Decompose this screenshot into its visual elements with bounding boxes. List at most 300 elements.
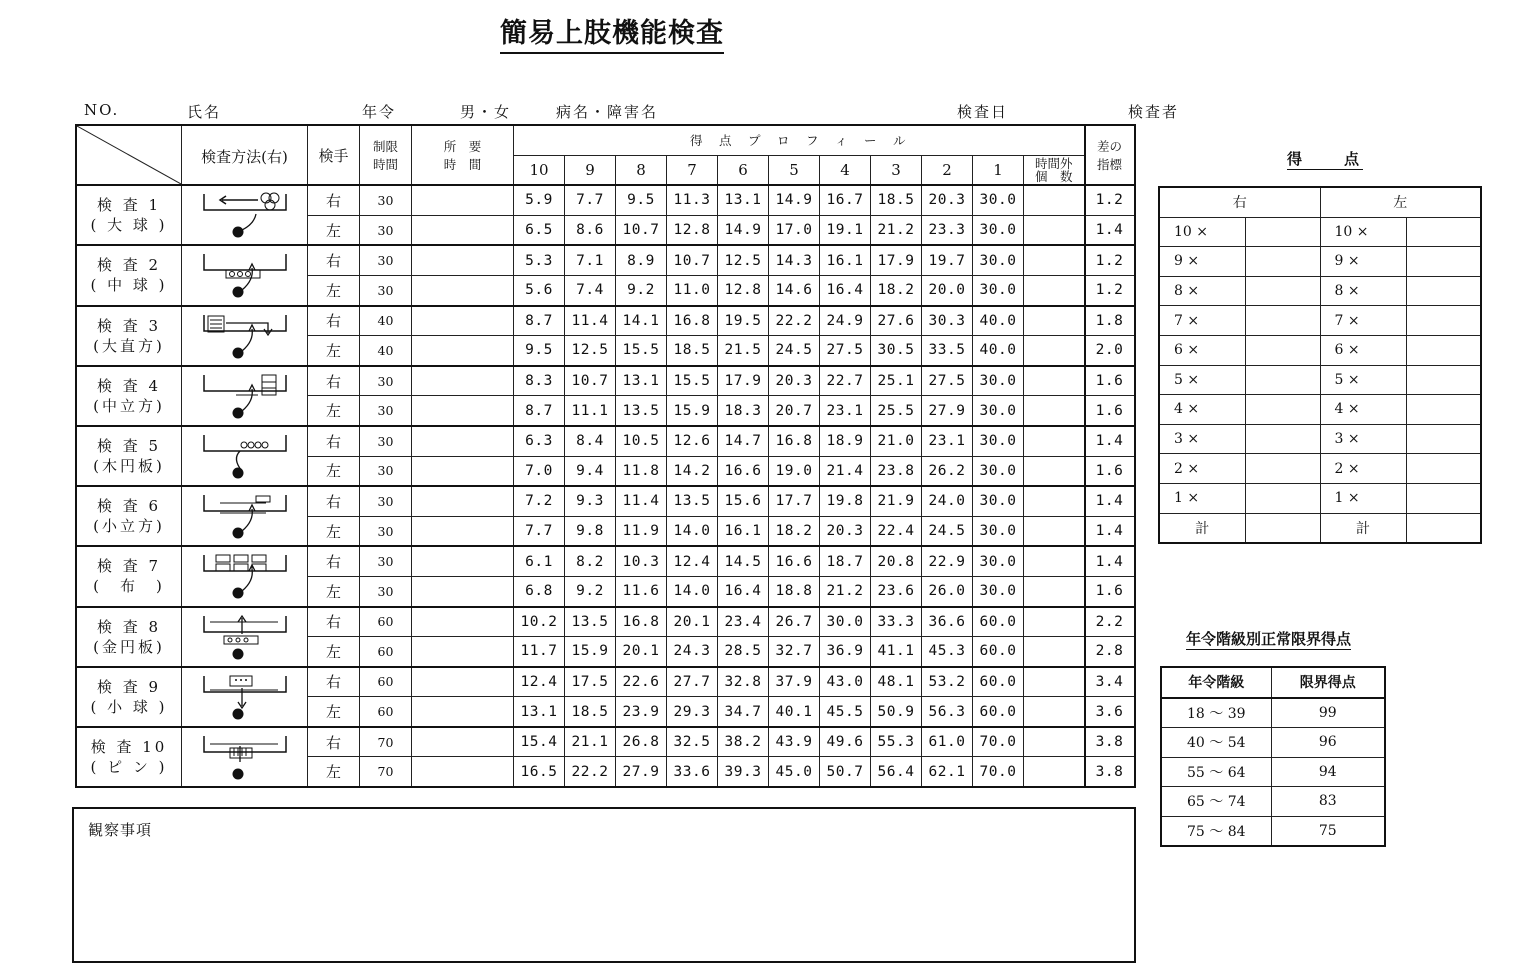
age-row — [1161, 787, 1385, 817]
score-threshold-cell: 30.0 — [973, 486, 1024, 516]
score-threshold-cell: 6.3 — [514, 426, 565, 456]
test-name-line1: 検 査 2 — [96, 256, 162, 275]
limit-cell: 30 — [360, 275, 412, 305]
overtime-count-input[interactable] — [1024, 607, 1085, 637]
score-threshold-cell: 39.3 — [718, 757, 769, 787]
overtime-count-input[interactable] — [1024, 727, 1085, 757]
score-input-left[interactable] — [1406, 424, 1481, 454]
score-threshold-cell: 20.3 — [820, 516, 871, 546]
score-threshold-cell: 14.0 — [667, 516, 718, 546]
required-time-input[interactable] — [412, 426, 514, 456]
required-header-line2: 時 間 — [443, 157, 482, 173]
score-threshold-cell: 12.6 — [667, 426, 718, 456]
diagnosis-label: 病名・障害名 — [556, 103, 659, 121]
limit-cell: 70 — [360, 757, 412, 787]
score-threshold-cell: 14.3 — [769, 245, 820, 275]
score-threshold-cell: 45.5 — [820, 697, 871, 727]
required-time-input[interactable] — [412, 456, 514, 486]
required-time-input[interactable] — [412, 486, 514, 516]
limit-score-cell: 83 — [1271, 787, 1385, 817]
score-threshold-cell: 48.1 — [871, 667, 922, 697]
score-threshold-cell: 36.9 — [820, 637, 871, 667]
required-time-input[interactable] — [412, 245, 514, 275]
required-time-input[interactable] — [412, 396, 514, 426]
score-threshold-cell: 12.8 — [667, 215, 718, 245]
score-threshold-cell: 19.1 — [820, 215, 871, 245]
score-tally-table — [1158, 186, 1482, 544]
score-threshold-cell: 8.9 — [616, 245, 667, 275]
score-multiplier-right: 4 × — [1159, 395, 1245, 425]
score-threshold-cell: 7.2 — [514, 486, 565, 516]
score-threshold-cell: 29.3 — [667, 697, 718, 727]
overtime-count-input[interactable] — [1024, 185, 1085, 215]
hand-cell: 左 — [308, 215, 360, 245]
limit-cell: 30 — [360, 396, 412, 426]
score-tally-row — [1159, 483, 1481, 513]
score-multiplier-left: 4 × — [1320, 395, 1406, 425]
overtime-header-line1: 時間外 — [1034, 155, 1073, 171]
hand-cell: 右 — [308, 426, 360, 456]
overtime-count-input[interactable] — [1024, 366, 1085, 396]
score-threshold-cell: 60.0 — [973, 607, 1024, 637]
score-input-right[interactable] — [1245, 247, 1320, 277]
score-threshold-cell: 18.5 — [871, 185, 922, 215]
score-threshold-cell: 7.7 — [565, 185, 616, 215]
score-threshold-cell: 13.1 — [514, 697, 565, 727]
score-tally-row — [1159, 217, 1481, 247]
score-input-right[interactable] — [1245, 395, 1320, 425]
diagonal-line — [77, 126, 181, 184]
score-threshold-cell: 11.3 — [667, 185, 718, 215]
score-tally-row — [1159, 247, 1481, 277]
test-name-line2: ( 布 ) — [93, 577, 165, 596]
overtime-count-input[interactable] — [1024, 697, 1085, 727]
limit-cell: 30 — [360, 546, 412, 576]
score-threshold-cell: 6.8 — [514, 576, 565, 606]
score-threshold-cell: 26.8 — [616, 727, 667, 757]
age-range-cell: 40 ～ 54 — [1161, 728, 1271, 758]
score-input-right[interactable] — [1245, 424, 1320, 454]
score-threshold-cell: 56.4 — [871, 757, 922, 787]
score-threshold-cell: 32.7 — [769, 637, 820, 667]
score-threshold-cell: 53.2 — [922, 667, 973, 697]
score-input-right[interactable] — [1245, 454, 1320, 484]
diff-index-cell: 1.2 — [1085, 275, 1135, 305]
score-threshold-cell: 16.6 — [769, 546, 820, 576]
age-row — [1161, 728, 1385, 758]
observations-label: 観察事項 — [88, 821, 153, 839]
required-header — [412, 125, 514, 185]
score-column-header: 6 — [718, 155, 769, 185]
medium-ball-icon — [182, 245, 308, 305]
diff-index-cell: 1.4 — [1085, 516, 1135, 546]
score-threshold-cell: 24.9 — [820, 306, 871, 336]
required-time-input[interactable] — [412, 546, 514, 576]
diff-index-cell: 1.6 — [1085, 366, 1135, 396]
score-threshold-cell: 14.1 — [616, 306, 667, 336]
score-input-left[interactable] — [1406, 365, 1481, 395]
required-header-line1: 所 要 — [443, 139, 482, 155]
score-threshold-cell: 24.5 — [769, 336, 820, 366]
score-threshold-cell: 33.5 — [922, 336, 973, 366]
required-time-input[interactable] — [412, 516, 514, 546]
test-name — [76, 727, 182, 787]
overtime-count-input[interactable] — [1024, 546, 1085, 576]
score-threshold-cell: 12.5 — [718, 245, 769, 275]
score-input-left[interactable] — [1406, 483, 1481, 513]
score-total-row — [1159, 513, 1481, 543]
score-column-header: 1 — [973, 155, 1024, 185]
overtime-count-input[interactable] — [1024, 486, 1085, 516]
score-threshold-cell: 11.4 — [565, 306, 616, 336]
overtime-count-input[interactable] — [1024, 426, 1085, 456]
score-threshold-cell: 16.4 — [718, 576, 769, 606]
required-time-input[interactable] — [412, 306, 514, 336]
required-time-input[interactable] — [412, 336, 514, 366]
score-threshold-cell: 8.3 — [514, 366, 565, 396]
table-row — [76, 727, 1135, 757]
score-threshold-cell: 26.7 — [769, 607, 820, 637]
score-threshold-cell: 24.3 — [667, 637, 718, 667]
score-input-right[interactable] — [1245, 306, 1320, 336]
hand-cell: 右 — [308, 245, 360, 275]
hand-cell: 左 — [308, 757, 360, 787]
overtime-count-input[interactable] — [1024, 576, 1085, 606]
test-name-line2: ( 中 球 ) — [90, 276, 168, 295]
observations-box — [72, 807, 1136, 963]
limit-score-cell: 99 — [1271, 698, 1385, 728]
required-time-input[interactable] — [412, 727, 514, 757]
limit-cell: 30 — [360, 215, 412, 245]
score-input-right[interactable] — [1245, 217, 1320, 247]
score-threshold-cell: 30.0 — [973, 546, 1024, 576]
hand-cell: 右 — [308, 306, 360, 336]
required-time-input[interactable] — [412, 697, 514, 727]
score-threshold-cell: 16.6 — [718, 456, 769, 486]
score-threshold-cell: 22.9 — [922, 546, 973, 576]
score-threshold-cell: 25.5 — [871, 396, 922, 426]
score-threshold-cell: 19.8 — [820, 486, 871, 516]
diff-index-cell: 3.6 — [1085, 697, 1135, 727]
test-name-line1: 検 査 10 — [90, 737, 168, 756]
score-threshold-cell: 9.2 — [565, 576, 616, 606]
page-title: 簡易上肢機能検査 — [500, 18, 724, 54]
score-threshold-cell: 12.4 — [514, 667, 565, 697]
score-column-header: 4 — [820, 155, 871, 185]
score-column-header: 8 — [616, 155, 667, 185]
limit-cell: 30 — [360, 366, 412, 396]
score-threshold-cell: 20.3 — [769, 366, 820, 396]
diff-index-cell: 1.4 — [1085, 546, 1135, 576]
limit-cell: 30 — [360, 185, 412, 215]
overtime-count-input[interactable] — [1024, 336, 1085, 366]
score-threshold-cell: 16.8 — [616, 607, 667, 637]
diff-index-cell: 2.0 — [1085, 336, 1135, 366]
score-threshold-cell: 17.0 — [769, 215, 820, 245]
score-input-right[interactable] — [1245, 276, 1320, 306]
score-threshold-cell: 14.2 — [667, 456, 718, 486]
limit-header-line2: 時間 — [372, 157, 398, 173]
hand-cell: 右 — [308, 366, 360, 396]
hand-cell: 左 — [308, 275, 360, 305]
hand-cell: 左 — [308, 516, 360, 546]
score-threshold-cell: 19.0 — [769, 456, 820, 486]
score-input-right[interactable] — [1245, 365, 1320, 395]
score-threshold-cell: 8.6 — [565, 215, 616, 245]
limit-cell: 60 — [360, 637, 412, 667]
score-column-header: 10 — [514, 155, 565, 185]
score-threshold-cell: 16.1 — [820, 245, 871, 275]
score-input-right[interactable] — [1245, 335, 1320, 365]
required-time-input[interactable] — [412, 215, 514, 245]
score-threshold-cell: 9.2 — [616, 275, 667, 305]
score-threshold-cell: 16.1 — [718, 516, 769, 546]
hand-cell: 左 — [308, 456, 360, 486]
score-threshold-cell: 45.0 — [769, 757, 820, 787]
test-name — [76, 607, 182, 667]
test-name-line1: 検 査 9 — [96, 677, 162, 696]
age-row — [1161, 816, 1385, 846]
score-multiplier-right: 1 × — [1159, 483, 1245, 513]
test-name — [76, 245, 182, 305]
score-threshold-cell: 27.5 — [820, 336, 871, 366]
score-tally-row — [1159, 365, 1481, 395]
score-threshold-cell: 23.8 — [871, 456, 922, 486]
score-tally-row — [1159, 335, 1481, 365]
overtime-count-input[interactable] — [1024, 757, 1085, 787]
test-name-line2: (小立方) — [93, 517, 165, 536]
name-label: 氏名 — [187, 103, 222, 121]
score-threshold-cell: 25.1 — [871, 366, 922, 396]
limit-cell: 30 — [360, 486, 412, 516]
score-threshold-cell: 40.0 — [973, 306, 1024, 336]
hand-cell: 左 — [308, 336, 360, 366]
test-name-line2: (金円板) — [93, 637, 165, 656]
score-threshold-cell: 10.7 — [616, 215, 667, 245]
large-cuboid-icon — [182, 306, 308, 366]
score-input-left[interactable] — [1406, 395, 1481, 425]
score-multiplier-right: 9 × — [1159, 247, 1245, 277]
score-threshold-cell: 70.0 — [973, 727, 1024, 757]
score-threshold-cell: 16.7 — [820, 185, 871, 215]
score-threshold-cell: 22.2 — [565, 757, 616, 787]
large-ball-icon — [182, 185, 308, 245]
score-threshold-cell: 43.0 — [820, 667, 871, 697]
score-threshold-cell: 7.1 — [565, 245, 616, 275]
score-column-header: 7 — [667, 155, 718, 185]
overtime-count-input[interactable] — [1024, 456, 1085, 486]
score-threshold-cell: 11.1 — [565, 396, 616, 426]
score-threshold-cell: 22.4 — [871, 516, 922, 546]
test-name-line1: 検 査 8 — [96, 617, 162, 636]
score-threshold-cell: 20.1 — [667, 607, 718, 637]
required-time-input[interactable] — [412, 667, 514, 697]
score-threshold-cell: 22.7 — [820, 366, 871, 396]
test-name-line1: 検 査 3 — [96, 316, 162, 335]
score-threshold-cell: 37.9 — [769, 667, 820, 697]
score-threshold-cell: 23.4 — [718, 607, 769, 637]
limit-cell: 60 — [360, 607, 412, 637]
overtime-count-input[interactable] — [1024, 275, 1085, 305]
age-label: 年令 — [362, 103, 397, 121]
score-total-input-right[interactable] — [1245, 513, 1320, 543]
diff-index-cell: 3.4 — [1085, 667, 1135, 697]
score-threshold-cell: 41.1 — [871, 637, 922, 667]
test-name-line1: 検 査 4 — [96, 376, 162, 395]
score-threshold-cell: 11.7 — [514, 637, 565, 667]
diff-index-cell: 1.4 — [1085, 426, 1135, 456]
test-profile-table — [75, 124, 1136, 788]
score-multiplier-left: 1 × — [1320, 483, 1406, 513]
score-threshold-cell: 24.0 — [922, 486, 973, 516]
score-threshold-cell: 18.5 — [565, 697, 616, 727]
score-threshold-cell: 61.0 — [922, 727, 973, 757]
score-threshold-cell: 30.0 — [973, 245, 1024, 275]
score-threshold-cell: 8.7 — [514, 396, 565, 426]
score-threshold-cell: 11.6 — [616, 576, 667, 606]
required-time-input[interactable] — [412, 637, 514, 667]
score-threshold-cell: 18.2 — [871, 275, 922, 305]
overtime-count-input[interactable] — [1024, 637, 1085, 667]
hand-cell: 右 — [308, 607, 360, 637]
score-threshold-cell: 13.5 — [616, 396, 667, 426]
score-threshold-cell: 15.5 — [616, 336, 667, 366]
score-multiplier-right: 2 × — [1159, 454, 1245, 484]
required-time-input[interactable] — [412, 366, 514, 396]
test-name — [76, 486, 182, 546]
hand-cell: 左 — [308, 637, 360, 667]
score-threshold-cell: 12.5 — [565, 336, 616, 366]
hand-cell: 右 — [308, 185, 360, 215]
score-total-input-left[interactable] — [1406, 513, 1481, 543]
age-row — [1161, 757, 1385, 787]
score-threshold-cell: 8.2 — [565, 546, 616, 576]
score-threshold-cell: 27.9 — [922, 396, 973, 426]
limit-cell: 30 — [360, 516, 412, 546]
diff-header — [1085, 125, 1135, 185]
score-threshold-cell: 18.2 — [769, 516, 820, 546]
score-threshold-cell: 16.8 — [667, 306, 718, 336]
age-row — [1161, 698, 1385, 728]
score-threshold-cell: 20.3 — [922, 185, 973, 215]
diff-header-line2: 指標 — [1096, 157, 1122, 173]
score-input-left[interactable] — [1406, 306, 1481, 336]
score-threshold-cell: 12.4 — [667, 546, 718, 576]
test-name-line2: (大直方) — [93, 336, 165, 355]
score-threshold-cell: 30.0 — [973, 185, 1024, 215]
overtime-count-input[interactable] — [1024, 306, 1085, 336]
overtime-count-input[interactable] — [1024, 667, 1085, 697]
score-input-left[interactable] — [1406, 217, 1481, 247]
score-threshold-cell: 15.6 — [718, 486, 769, 516]
score-threshold-cell: 43.9 — [769, 727, 820, 757]
score-threshold-cell: 12.8 — [718, 275, 769, 305]
score-tally-row — [1159, 276, 1481, 306]
overtime-count-input[interactable] — [1024, 215, 1085, 245]
overtime-count-input[interactable] — [1024, 245, 1085, 275]
overtime-header-line2: 個 数 — [1034, 168, 1073, 184]
score-input-left[interactable] — [1406, 247, 1481, 277]
score-threshold-cell: 10.3 — [616, 546, 667, 576]
score-multiplier-right: 7 × — [1159, 306, 1245, 336]
required-time-input[interactable] — [412, 185, 514, 215]
score-threshold-cell: 9.5 — [514, 336, 565, 366]
age-table-title: 年令階級別正常限界得点 — [1186, 630, 1352, 648]
table-row — [76, 607, 1135, 637]
score-threshold-cell: 40.0 — [973, 336, 1024, 366]
score-threshold-cell: 26.0 — [922, 576, 973, 606]
small-ball-icon — [182, 667, 308, 727]
limit-score-cell: 96 — [1271, 728, 1385, 758]
score-input-left[interactable] — [1406, 276, 1481, 306]
score-input-right[interactable] — [1245, 483, 1320, 513]
score-threshold-cell: 13.1 — [718, 185, 769, 215]
score-threshold-cell: 30.0 — [973, 215, 1024, 245]
table-row — [76, 486, 1135, 516]
score-threshold-cell: 30.0 — [973, 366, 1024, 396]
score-title: 得 点 — [1287, 150, 1364, 168]
score-multiplier-right: 6 × — [1159, 335, 1245, 365]
age-range-cell: 55 ～ 64 — [1161, 757, 1271, 787]
pin-icon — [182, 727, 308, 787]
score-threshold-cell: 16.5 — [514, 757, 565, 787]
limit-score-cell: 75 — [1271, 816, 1385, 846]
diff-index-cell: 1.4 — [1085, 215, 1135, 245]
diff-index-cell: 2.2 — [1085, 607, 1135, 637]
diff-index-cell: 2.8 — [1085, 637, 1135, 667]
score-threshold-cell: 10.7 — [565, 366, 616, 396]
diff-index-cell: 3.8 — [1085, 757, 1135, 787]
required-time-input[interactable] — [412, 757, 514, 787]
score-threshold-cell: 23.1 — [922, 426, 973, 456]
score-threshold-cell: 26.2 — [922, 456, 973, 486]
score-threshold-cell: 45.3 — [922, 637, 973, 667]
score-threshold-cell: 10.5 — [616, 426, 667, 456]
diff-index-cell: 1.6 — [1085, 396, 1135, 426]
score-multiplier-left: 5 × — [1320, 365, 1406, 395]
hand-cell: 左 — [308, 396, 360, 426]
score-threshold-cell: 7.0 — [514, 456, 565, 486]
score-input-left[interactable] — [1406, 335, 1481, 365]
score-threshold-cell: 6.1 — [514, 546, 565, 576]
overtime-count-input[interactable] — [1024, 516, 1085, 546]
score-multiplier-left: 6 × — [1320, 335, 1406, 365]
required-time-input[interactable] — [412, 607, 514, 637]
score-threshold-cell: 21.4 — [820, 456, 871, 486]
required-time-input[interactable] — [412, 576, 514, 606]
overtime-count-input[interactable] — [1024, 396, 1085, 426]
hand-cell: 右 — [308, 546, 360, 576]
score-threshold-cell: 14.6 — [769, 275, 820, 305]
score-threshold-cell: 7.7 — [514, 516, 565, 546]
score-column-header: 2 — [922, 155, 973, 185]
required-time-input[interactable] — [412, 275, 514, 305]
score-threshold-cell: 14.7 — [718, 426, 769, 456]
score-threshold-cell: 17.9 — [718, 366, 769, 396]
score-multiplier-right: 3 × — [1159, 424, 1245, 454]
score-threshold-cell: 15.4 — [514, 727, 565, 757]
corner-cell — [76, 125, 182, 185]
score-multiplier-left: 7 × — [1320, 306, 1406, 336]
no-label: NO. — [84, 101, 120, 119]
score-threshold-cell: 27.6 — [871, 306, 922, 336]
score-threshold-cell: 9.5 — [616, 185, 667, 215]
score-threshold-cell: 30.0 — [973, 426, 1024, 456]
score-threshold-cell: 24.5 — [922, 516, 973, 546]
score-threshold-cell: 16.4 — [820, 275, 871, 305]
score-threshold-cell: 13.1 — [616, 366, 667, 396]
score-input-left[interactable] — [1406, 454, 1481, 484]
